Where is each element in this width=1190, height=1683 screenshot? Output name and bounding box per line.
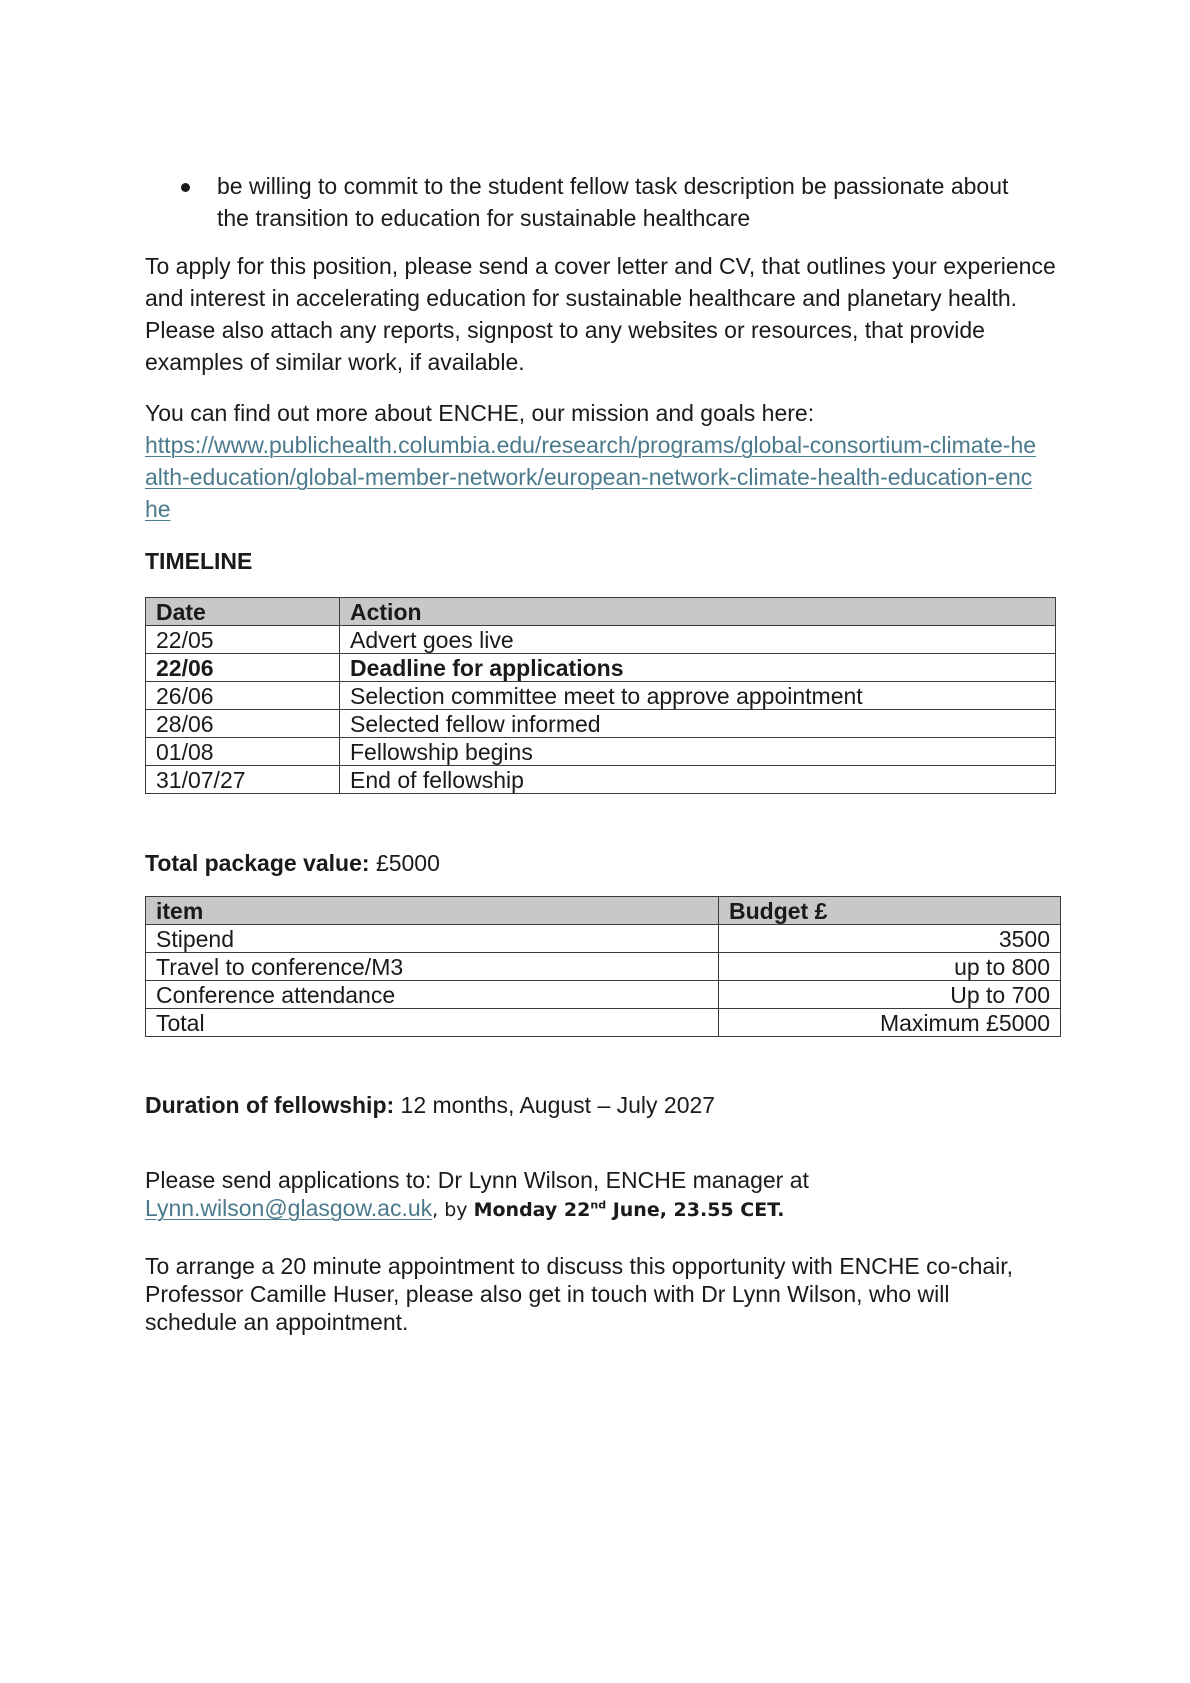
timeline-date: 01/08 [146,738,340,766]
column-header-date: Date [146,598,340,626]
budget-amount: 3500 [719,925,1061,953]
send-applications-paragraph [145,1166,1060,1224]
timeline-action: Selection committee meet to approve appointment [340,682,1056,710]
table-row [146,981,1061,1009]
deadline-ordinal: nd [590,1198,607,1212]
timeline-action: Advert goes live [340,626,1056,654]
budget-amount: Up to 700 [719,981,1061,1009]
more-info-paragraph [145,397,1060,525]
duration-label: Duration of fellowship: [145,1092,395,1118]
budget-table [145,896,1061,1037]
table-row [146,710,1056,738]
bullet-icon [181,183,190,192]
table-row [146,766,1056,794]
by-text: , by [432,1199,474,1221]
budget-amount: Maximum £5000 [719,1009,1061,1037]
apply-paragraph: To apply for this position, please send a cover letter and CV, that outlines your experience and interest in accelerating education for sustainable healthcare and planetary health. Please also attach any reports, signpost to any websites or resources, that provide examples of similar work, if available. [145,253,1056,375]
bullet-text-line-2: the transition to education for sustainable healthcare [217,205,751,231]
duration-value: 12 months, August – July 2027 [400,1092,716,1118]
fellowship-duration [145,1089,715,1121]
list-item [145,170,1060,234]
timeline-date: 26/06 [146,682,340,710]
table-row-total [146,1009,1061,1037]
timeline-date: 31/07/27 [146,766,340,794]
more-info-text: You can find out more about ENCHE, our mission and goals here: [145,400,815,426]
table-row [146,682,1056,710]
column-header-action: Action [340,598,1056,626]
timeline-action: Deadline for applications [340,654,1056,682]
total-package-value [145,847,440,879]
budget-item: Travel to conference/M3 [146,953,719,981]
timeline-action: End of fellowship [340,766,1056,794]
column-header-budget: Budget £ [719,897,1061,925]
table-row [146,925,1061,953]
table-row-deadline [146,654,1056,682]
table-row [146,626,1056,654]
budget-amount: up to 800 [719,953,1061,981]
contact-email-link[interactable]: Lynn.wilson@glasgow.ac.uk [145,1195,433,1221]
application-deadline [474,1199,785,1221]
timeline-date: 22/05 [146,626,340,654]
send-applications-line-2 [145,1194,1060,1224]
timeline-action: Fellowship begins [340,738,1056,766]
timeline-date: 28/06 [146,710,340,738]
requirements-list [145,170,1060,234]
arrange-appointment-paragraph: To arrange a 20 minute appointment to discuss this opportunity with ENCHE co-chair, Professor Camille Huser, please also get in touch with Dr Lynn Wilson, who will schedule an appointment. [145,1253,1014,1335]
table-header-row [146,897,1061,925]
timeline-heading: TIMELINE [145,548,253,574]
budget-item: Conference attendance [146,981,719,1009]
total-package-label: Total package value: [145,850,370,876]
table-header-row [146,598,1056,626]
budget-item: Stipend [146,925,719,953]
table-row [146,738,1056,766]
send-applications-text: Please send applications to: Dr Lynn Wilson, ENCHE manager at [145,1167,809,1193]
timeline-table [145,597,1056,794]
table-row [146,953,1061,981]
budget-item: Total [146,1009,719,1037]
timeline-date: 22/06 [146,654,340,682]
deadline-time: June, 23.55 CET. [606,1199,785,1221]
enche-website-link[interactable]: https://www.publichealth.columbia.edu/research/programs/global-consortium-climate-health-education/global-member-network/european-network-climate-health-education-enche [145,432,1037,522]
deadline-day: Monday 22 [473,1199,591,1221]
bullet-text-line-1: be willing to commit to the student fellow task description be passionate about [217,173,1009,199]
timeline-action: Selected fellow informed [340,710,1056,738]
total-package-amount: £5000 [375,850,440,876]
column-header-item: item [146,897,719,925]
